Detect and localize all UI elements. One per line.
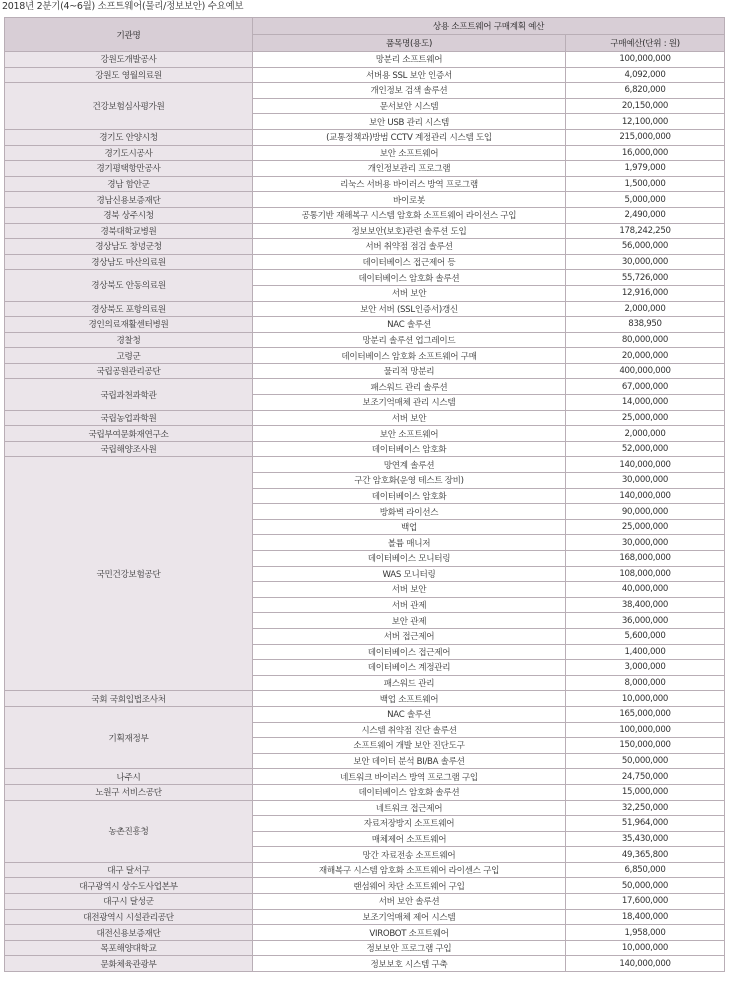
table-body <box>5 52 725 972</box>
org-cell: 국립과천과학관 <box>5 379 253 410</box>
item-cell: 서버 보안 솔루션 <box>253 894 566 910</box>
item-cell: 정보보호 시스템 구축 <box>253 956 566 972</box>
org-cell: 국회 국회입법조사처 <box>5 691 253 707</box>
table-row <box>5 363 725 379</box>
item-cell: 데이터베이스 암호화 <box>253 441 566 457</box>
budget-cell: 10,000,000 <box>566 691 725 707</box>
item-cell: 자료저장방지 소프트웨어 <box>253 816 566 832</box>
table-row <box>5 239 725 255</box>
budget-cell: 30,000,000 <box>566 473 725 489</box>
table-row <box>5 909 725 925</box>
budget-cell: 55,726,000 <box>566 270 725 286</box>
org-cell: 문화체육관광부 <box>5 956 253 972</box>
budget-cell: 140,000,000 <box>566 956 725 972</box>
org-cell: 경북 상주시청 <box>5 207 253 223</box>
budget-cell: 140,000,000 <box>566 457 725 473</box>
table-row <box>5 254 725 270</box>
item-cell: 볼륨 매니저 <box>253 535 566 551</box>
item-cell: 소프트웨어 개발 보안 진단도구 <box>253 738 566 754</box>
budget-cell: 12,100,000 <box>566 114 725 130</box>
item-cell: 보조기억매체 관리 시스템 <box>253 395 566 411</box>
item-cell: 재해복구 시스템 암호화 소프트웨어 라이센스 구입 <box>253 862 566 878</box>
item-cell: 보조기억매체 제어 시스템 <box>253 909 566 925</box>
budget-cell: 16,000,000 <box>566 145 725 161</box>
item-cell: 개인정보관리 프로그램 <box>253 161 566 177</box>
item-cell: 문서보안 시스템 <box>253 98 566 114</box>
item-cell: WAS 모니터링 <box>253 566 566 582</box>
org-cell: 대전신용보증재단 <box>5 925 253 941</box>
item-cell: 서버용 SSL 보안 인증서 <box>253 67 566 83</box>
item-cell: 서버 취약점 점검 솔루션 <box>253 239 566 255</box>
item-cell: VIROBOT 소프트웨어 <box>253 925 566 941</box>
org-cell: 국립부여문화재연구소 <box>5 426 253 442</box>
item-cell: 보안 소프트웨어 <box>253 426 566 442</box>
budget-cell: 25,000,000 <box>566 410 725 426</box>
item-cell: 공통기반 재해복구 시스템 암호화 소프트웨어 라이선스 구입 <box>253 207 566 223</box>
org-cell: 건강보험심사평가원 <box>5 83 253 130</box>
budget-cell: 168,000,000 <box>566 551 725 567</box>
item-cell: 데이터베이스 암호화 <box>253 488 566 504</box>
item-cell: 패스워드 관리 솔루션 <box>253 379 566 395</box>
table-row <box>5 379 725 395</box>
budget-cell: 1,500,000 <box>566 176 725 192</box>
item-cell: 패스워드 관리 <box>253 675 566 691</box>
item-cell: 바이로봇 <box>253 192 566 208</box>
org-cell: 경상북도 포항의료원 <box>5 301 253 317</box>
table-row <box>5 784 725 800</box>
budget-cell: 51,964,000 <box>566 816 725 832</box>
budget-cell: 20,150,000 <box>566 98 725 114</box>
org-cell: 경기도시공사 <box>5 145 253 161</box>
org-cell: 농촌진흥청 <box>5 800 253 862</box>
budget-cell: 50,000,000 <box>566 753 725 769</box>
org-cell: 경북대학교병원 <box>5 223 253 239</box>
budget-cell: 17,600,000 <box>566 894 725 910</box>
table-row <box>5 457 725 473</box>
org-cell: 국립공원관리공단 <box>5 363 253 379</box>
table-row <box>5 769 725 785</box>
table-row <box>5 332 725 348</box>
org-cell: 경인의료재활센터병원 <box>5 317 253 333</box>
header-org: 기관명 <box>5 18 253 52</box>
org-cell: 강원도 영월의료원 <box>5 67 253 83</box>
budget-cell: 178,242,250 <box>566 223 725 239</box>
table-row <box>5 940 725 956</box>
header-budget: 구매예산(단위 : 원) <box>566 35 725 52</box>
item-cell: 데이터베이스 암호화 솔루션 <box>253 270 566 286</box>
org-cell: 대구광역시 상수도사업본부 <box>5 878 253 894</box>
org-cell: 강원도개발공사 <box>5 52 253 68</box>
budget-cell: 30,000,000 <box>566 254 725 270</box>
budget-cell: 4,092,000 <box>566 67 725 83</box>
org-cell: 경기도 안양시청 <box>5 129 253 145</box>
budget-cell: 24,750,000 <box>566 769 725 785</box>
org-cell: 나주시 <box>5 769 253 785</box>
item-cell: 네트워크 바이러스 방역 프로그램 구입 <box>253 769 566 785</box>
budget-cell: 400,000,000 <box>566 363 725 379</box>
table-row <box>5 129 725 145</box>
budget-cell: 18,400,000 <box>566 909 725 925</box>
budget-cell: 150,000,000 <box>566 738 725 754</box>
item-cell: 네트워크 접근제어 <box>253 800 566 816</box>
item-cell: 매체제어 소프트웨어 <box>253 831 566 847</box>
table-row <box>5 691 725 707</box>
table-row <box>5 441 725 457</box>
table-row <box>5 67 725 83</box>
item-cell: 보안 USB 관리 시스템 <box>253 114 566 130</box>
table-row <box>5 706 725 722</box>
budget-cell: 14,000,000 <box>566 395 725 411</box>
budget-cell: 8,000,000 <box>566 675 725 691</box>
item-cell: 서버 보안 <box>253 582 566 598</box>
table-row <box>5 52 725 68</box>
item-cell: NAC 솔루션 <box>253 317 566 333</box>
table-row <box>5 348 725 364</box>
table-row <box>5 410 725 426</box>
org-cell: 국립해양조사원 <box>5 441 253 457</box>
table-row <box>5 223 725 239</box>
budget-cell: 49,365,800 <box>566 847 725 863</box>
budget-cell: 5,000,000 <box>566 192 725 208</box>
table-row <box>5 207 725 223</box>
item-cell: 개인정보 검색 솔루션 <box>253 83 566 99</box>
budget-cell: 52,000,000 <box>566 441 725 457</box>
item-cell: 데이터베이스 접근제어 등 <box>253 254 566 270</box>
budget-cell: 2,490,000 <box>566 207 725 223</box>
item-cell: 보안 서버 (SSL인증서)갱신 <box>253 301 566 317</box>
org-cell: 경찰청 <box>5 332 253 348</box>
table-row <box>5 862 725 878</box>
item-cell: 시스템 취약점 진단 솔루션 <box>253 722 566 738</box>
budget-cell: 36,000,000 <box>566 613 725 629</box>
org-cell: 경남신용보증재단 <box>5 192 253 208</box>
budget-cell: 35,430,000 <box>566 831 725 847</box>
item-cell: 서버 관제 <box>253 597 566 613</box>
budget-cell: 80,000,000 <box>566 332 725 348</box>
budget-cell: 100,000,000 <box>566 52 725 68</box>
item-cell: 망간 자료전송 소프트웨어 <box>253 847 566 863</box>
budget-cell: 15,000,000 <box>566 784 725 800</box>
item-cell: 망분리 솔루션 업그레이드 <box>253 332 566 348</box>
budget-cell: 100,000,000 <box>566 722 725 738</box>
budget-cell: 1,400,000 <box>566 644 725 660</box>
item-cell: (교통정책과)방범 CCTV 계정관리 시스템 도입 <box>253 129 566 145</box>
budget-cell: 90,000,000 <box>566 504 725 520</box>
org-cell: 목포해양대학교 <box>5 940 253 956</box>
procurement-table <box>4 17 725 972</box>
org-cell: 경기평택항만공사 <box>5 161 253 177</box>
budget-cell: 6,850,000 <box>566 862 725 878</box>
budget-cell: 1,958,000 <box>566 925 725 941</box>
budget-cell: 165,000,000 <box>566 706 725 722</box>
table-row <box>5 878 725 894</box>
item-cell: 서버 보안 <box>253 410 566 426</box>
item-cell: 데이터베이스 접근제어 <box>253 644 566 660</box>
item-cell: 보안 소프트웨어 <box>253 145 566 161</box>
item-cell: NAC 솔루션 <box>253 706 566 722</box>
item-cell: 데이터베이스 암호화 솔루션 <box>253 784 566 800</box>
budget-cell: 3,000,000 <box>566 660 725 676</box>
item-cell: 망연계 솔루션 <box>253 457 566 473</box>
item-cell: 서버 접근제어 <box>253 628 566 644</box>
header-item: 품목명(용도) <box>253 35 566 52</box>
table-row <box>5 894 725 910</box>
budget-cell: 30,000,000 <box>566 535 725 551</box>
budget-cell: 56,000,000 <box>566 239 725 255</box>
table-row <box>5 83 725 99</box>
table-row <box>5 176 725 192</box>
org-cell: 경상북도 안동의료원 <box>5 270 253 301</box>
budget-cell: 1,979,000 <box>566 161 725 177</box>
org-cell: 경남 함안군 <box>5 176 253 192</box>
table-row <box>5 956 725 972</box>
item-cell: 랜섬웨어 차단 소프트웨어 구입 <box>253 878 566 894</box>
item-cell: 데이터베이스 모니터링 <box>253 551 566 567</box>
org-cell: 경상남도 마산의료원 <box>5 254 253 270</box>
item-cell: 백업 소프트웨어 <box>253 691 566 707</box>
budget-cell: 2,000,000 <box>566 426 725 442</box>
item-cell: 백업 <box>253 519 566 535</box>
item-cell: 물리적 망분리 <box>253 363 566 379</box>
item-cell: 데이터베이스 암호화 소프트웨어 구매 <box>253 348 566 364</box>
item-cell: 리눅스 서버용 바이러스 방역 프로그램 <box>253 176 566 192</box>
budget-cell: 215,000,000 <box>566 129 725 145</box>
item-cell: 서버 보안 <box>253 285 566 301</box>
org-cell: 대구시 달성군 <box>5 894 253 910</box>
org-cell: 기획재정부 <box>5 706 253 768</box>
org-cell: 고령군 <box>5 348 253 364</box>
table-row <box>5 161 725 177</box>
table-row <box>5 925 725 941</box>
org-cell: 국민건강보험공단 <box>5 457 253 691</box>
table-row <box>5 800 725 816</box>
org-cell: 경상남도 창녕군청 <box>5 239 253 255</box>
table-row <box>5 192 725 208</box>
budget-cell: 5,600,000 <box>566 628 725 644</box>
budget-cell: 6,820,000 <box>566 83 725 99</box>
budget-cell: 38,400,000 <box>566 597 725 613</box>
item-cell: 구간 암호화(운영 테스트 장비) <box>253 473 566 489</box>
item-cell: 보안 관제 <box>253 613 566 629</box>
budget-cell: 140,000,000 <box>566 488 725 504</box>
budget-cell: 50,000,000 <box>566 878 725 894</box>
item-cell: 정보보안 프로그램 구입 <box>253 940 566 956</box>
budget-cell: 2,000,000 <box>566 301 725 317</box>
table-row <box>5 426 725 442</box>
org-cell: 국립농업과학원 <box>5 410 253 426</box>
item-cell: 보안 데이터 분석 BI/BA 솔루션 <box>253 753 566 769</box>
item-cell: 데이터베이스 계정관리 <box>253 660 566 676</box>
header-group: 상용 소프트웨어 구매계획 예산 <box>253 18 725 35</box>
budget-cell: 108,000,000 <box>566 566 725 582</box>
budget-cell: 67,000,000 <box>566 379 725 395</box>
item-cell: 방화벽 라이선스 <box>253 504 566 520</box>
budget-cell: 32,250,000 <box>566 800 725 816</box>
budget-cell: 20,000,000 <box>566 348 725 364</box>
table-row <box>5 301 725 317</box>
budget-cell: 12,916,000 <box>566 285 725 301</box>
item-cell: 망분리 소프트웨어 <box>253 52 566 68</box>
org-cell: 대구 달서구 <box>5 862 253 878</box>
budget-cell: 838,950 <box>566 317 725 333</box>
org-cell: 노원구 서비스공단 <box>5 784 253 800</box>
budget-cell: 40,000,000 <box>566 582 725 598</box>
table-row <box>5 270 725 286</box>
table-row <box>5 145 725 161</box>
budget-cell: 25,000,000 <box>566 519 725 535</box>
document-caption: 2018년 2분기(4~6월) 소프트웨어(물리/정보보안) 수요예보 <box>2 1 244 12</box>
item-cell: 정보보안(보호)관련 솔루션 도입 <box>253 223 566 239</box>
budget-cell: 10,000,000 <box>566 940 725 956</box>
table-row <box>5 317 725 333</box>
org-cell: 대전광역시 시설관리공단 <box>5 909 253 925</box>
